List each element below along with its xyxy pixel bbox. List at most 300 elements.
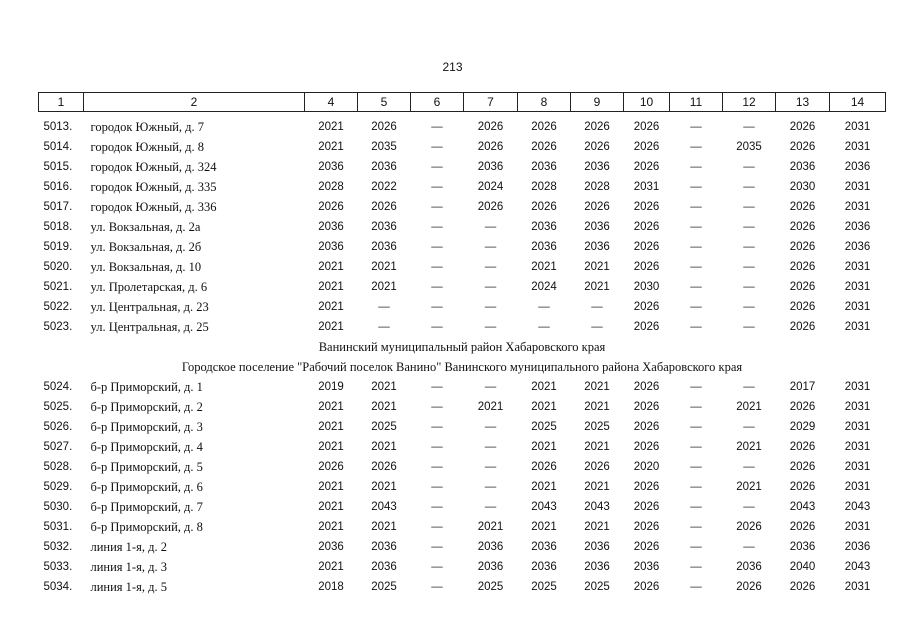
year-cell: 2026 — [584, 121, 610, 133]
year-cell: 2026 — [633, 321, 660, 333]
year-cell: — — [743, 421, 755, 433]
row-address: ул. Центральная, д. 23 — [90, 300, 209, 314]
year-cell: — — [743, 261, 755, 273]
year-cell: — — [591, 321, 603, 333]
table-row — [39, 537, 886, 557]
year-cell: 2036 — [477, 161, 504, 173]
year-cell: — — [690, 581, 702, 593]
year-cell: — — [431, 161, 443, 173]
row-number: 5029. — [43, 481, 73, 493]
table-row — [39, 157, 886, 177]
row-number: 5016. — [43, 181, 73, 193]
year-cell: 2036 — [318, 221, 344, 233]
year-cell: — — [538, 301, 550, 313]
year-cell: 2036 — [477, 541, 504, 553]
row-number: 5022. — [43, 301, 73, 313]
year-cell: 2021 — [318, 321, 344, 333]
year-cell: 2021 — [371, 281, 397, 293]
year-cell: 2021 — [318, 521, 344, 533]
year-cell: 2026 — [531, 461, 557, 473]
year-cell: — — [743, 221, 755, 233]
year-cell: 2026 — [633, 481, 660, 493]
row-number: 5013. — [43, 121, 73, 133]
table-row — [39, 217, 886, 237]
row-address: б-р Приморский, д. 3 — [90, 420, 203, 434]
year-cell: 2028 — [531, 181, 557, 193]
year-cell: 2021 — [736, 401, 762, 413]
row-address: б-р Приморский, д. 7 — [90, 500, 203, 514]
table-row — [39, 237, 886, 257]
year-cell: — — [431, 461, 443, 473]
year-cell: 2026 — [633, 201, 660, 213]
year-cell: 2036 — [789, 161, 816, 173]
year-cell: 2026 — [633, 541, 660, 553]
year-cell: 2026 — [633, 141, 660, 153]
year-cell: — — [743, 461, 755, 473]
year-cell: — — [690, 301, 702, 313]
row-number: 5015. — [43, 161, 73, 173]
year-cell: — — [690, 501, 702, 513]
year-cell: 2026 — [789, 121, 816, 133]
year-cell: — — [743, 241, 755, 253]
year-cell: — — [690, 561, 702, 573]
year-cell: 2031 — [844, 441, 871, 453]
year-cell: 2026 — [633, 161, 660, 173]
year-cell: 2036 — [844, 221, 871, 233]
table-row — [39, 437, 886, 457]
year-cell: — — [431, 421, 443, 433]
year-cell: 2043 — [844, 501, 871, 513]
year-cell: — — [690, 401, 702, 413]
year-cell: — — [743, 161, 755, 173]
row-address: ул. Вокзальная, д. 10 — [90, 260, 202, 274]
year-cell: 2025 — [371, 421, 397, 433]
year-cell: 2026 — [789, 241, 816, 253]
year-cell: 2031 — [844, 321, 871, 333]
year-cell: — — [743, 541, 755, 553]
year-cell: 2021 — [371, 481, 397, 493]
year-cell: 2021 — [371, 261, 397, 273]
year-cell: 2021 — [584, 381, 610, 393]
year-cell: 2021 — [318, 301, 344, 313]
year-cell: 2035 — [736, 141, 762, 153]
year-cell: 2036 — [584, 221, 610, 233]
page-number: 213 — [442, 60, 463, 74]
row-address: городок Южный, д. 336 — [90, 200, 217, 214]
year-cell: 2026 — [371, 121, 397, 133]
year-cell: — — [484, 421, 497, 433]
year-cell: — — [431, 301, 443, 313]
year-cell: 2021 — [318, 501, 344, 513]
year-cell: 2043 — [789, 501, 816, 513]
year-cell: 2031 — [844, 401, 871, 413]
year-cell: 2026 — [633, 241, 660, 253]
column-header: 1 — [39, 93, 84, 112]
year-cell: 2020 — [633, 461, 660, 473]
year-cell: — — [431, 581, 443, 593]
year-cell: — — [431, 141, 443, 153]
row-address: ул. Пролетарская, д. 6 — [90, 280, 208, 294]
year-cell: 2021 — [584, 441, 610, 453]
year-cell: 2036 — [584, 161, 610, 173]
year-cell: — — [484, 241, 497, 253]
year-cell: 2026 — [633, 221, 660, 233]
year-cell: — — [431, 541, 443, 553]
year-cell: 2026 — [789, 461, 816, 473]
year-cell: 2036 — [531, 241, 557, 253]
year-cell: — — [690, 121, 702, 133]
year-cell: 2036 — [584, 241, 610, 253]
year-cell: 2025 — [584, 581, 610, 593]
column-header: 2 — [84, 93, 305, 112]
year-cell: — — [690, 441, 702, 453]
year-cell: 2026 — [633, 261, 660, 273]
year-cell: — — [378, 301, 390, 313]
section-heading-row — [39, 357, 886, 377]
year-cell: 2021 — [736, 481, 762, 493]
year-cell: 2031 — [844, 201, 871, 213]
year-cell: — — [484, 501, 497, 513]
year-cell: — — [690, 541, 702, 553]
year-cell: 2025 — [584, 421, 610, 433]
row-address: б-р Приморский, д. 1 — [90, 380, 203, 394]
row-number: 5018. — [43, 221, 73, 233]
year-cell: 2028 — [584, 181, 610, 193]
year-cell: — — [484, 221, 497, 233]
year-cell: 2021 — [477, 521, 504, 533]
row-address: ул. Вокзальная, д. 2а — [90, 220, 201, 234]
year-cell: 2026 — [633, 581, 660, 593]
row-number: 5025. — [43, 401, 73, 413]
year-cell: 2021 — [736, 441, 762, 453]
row-address: линия 1-я, д. 2 — [90, 540, 167, 554]
row-address: б-р Приморский, д. 2 — [90, 400, 203, 414]
year-cell: — — [431, 521, 443, 533]
year-cell: — — [538, 321, 550, 333]
row-number: 5020. — [43, 261, 73, 273]
year-cell: 2043 — [844, 561, 871, 573]
row-number: 5027. — [43, 441, 73, 453]
year-cell: — — [690, 281, 702, 293]
section-heading: Ванинский муниципальный район Хабаровского края — [318, 340, 606, 354]
year-cell: 2026 — [789, 401, 816, 413]
year-cell: — — [484, 301, 497, 313]
table-row — [39, 297, 886, 317]
year-cell: 2031 — [844, 141, 871, 153]
year-cell: — — [431, 481, 443, 493]
year-cell: — — [431, 561, 443, 573]
year-cell: — — [431, 241, 443, 253]
column-header: 8 — [518, 93, 571, 112]
year-cell: 2031 — [844, 521, 871, 533]
year-cell: 2018 — [318, 581, 344, 593]
year-cell: 2040 — [789, 561, 816, 573]
year-cell: 2030 — [789, 181, 816, 193]
row-address: городок Южный, д. 7 — [90, 120, 205, 134]
table-body — [39, 93, 886, 598]
row-number: 5023. — [43, 321, 73, 333]
year-cell: — — [690, 181, 702, 193]
year-cell: 2026 — [789, 301, 816, 313]
year-cell: — — [484, 321, 497, 333]
row-address: городок Южный, д. 324 — [90, 160, 217, 174]
year-cell: 2026 — [789, 581, 816, 593]
year-cell: 2036 — [531, 221, 557, 233]
table-row — [39, 457, 886, 477]
year-cell: 2036 — [318, 541, 344, 553]
year-cell: 2029 — [789, 421, 816, 433]
table-row — [39, 277, 886, 297]
housing-table — [38, 92, 886, 597]
row-number: 5028. — [43, 461, 73, 473]
year-cell: 2036 — [789, 541, 816, 553]
year-cell: 2017 — [789, 381, 816, 393]
year-cell: 2036 — [531, 541, 557, 553]
column-header: 4 — [305, 93, 358, 112]
year-cell: — — [431, 121, 443, 133]
year-cell: 2026 — [371, 461, 397, 473]
row-address: линия 1-я, д. 3 — [90, 560, 167, 574]
year-cell: 2026 — [531, 141, 557, 153]
year-cell: 2036 — [633, 561, 660, 573]
year-cell: 2036 — [318, 161, 344, 173]
year-cell: 2025 — [531, 581, 557, 593]
column-header: 13 — [776, 93, 830, 112]
year-cell: 2031 — [633, 181, 660, 193]
year-cell: 2026 — [584, 141, 610, 153]
year-cell: 2021 — [531, 441, 557, 453]
year-cell: 2026 — [633, 421, 660, 433]
year-cell: 2021 — [584, 521, 610, 533]
year-cell: — — [743, 121, 755, 133]
year-cell: 2031 — [844, 301, 871, 313]
year-cell: — — [431, 381, 443, 393]
year-cell: 2026 — [633, 521, 660, 533]
year-cell: — — [431, 261, 443, 273]
year-cell: — — [690, 481, 702, 493]
year-cell: 2021 — [584, 261, 610, 273]
year-cell: 2036 — [371, 541, 397, 553]
year-cell: 2030 — [633, 281, 660, 293]
year-cell: 2031 — [844, 261, 871, 273]
year-cell: — — [743, 181, 755, 193]
year-cell: 2026 — [633, 401, 660, 413]
row-address: б-р Приморский, д. 8 — [90, 520, 203, 534]
table-row — [39, 117, 886, 137]
column-header: 11 — [670, 93, 723, 112]
year-cell: 2026 — [477, 121, 504, 133]
year-cell: 2036 — [371, 241, 397, 253]
year-cell: — — [690, 141, 702, 153]
year-cell: 2021 — [584, 401, 610, 413]
year-cell: — — [591, 301, 603, 313]
year-cell: 2026 — [789, 521, 816, 533]
row-address: ул. Вокзальная, д. 2б — [90, 240, 202, 254]
column-header: 12 — [723, 93, 776, 112]
year-cell: 2021 — [318, 121, 344, 133]
year-cell: 2021 — [584, 281, 610, 293]
table-row — [39, 557, 886, 577]
year-cell: 2026 — [318, 201, 344, 213]
year-cell: 2026 — [789, 281, 816, 293]
year-cell: 2021 — [371, 401, 397, 413]
year-cell: 2035 — [371, 141, 397, 153]
year-cell: 2026 — [736, 581, 762, 593]
row-address: б-р Приморский, д. 6 — [90, 480, 203, 494]
row-number: 5017. — [43, 201, 73, 213]
table-row — [39, 377, 886, 397]
row-address: б-р Приморский, д. 5 — [90, 460, 203, 474]
year-cell: — — [743, 301, 755, 313]
table-row — [39, 317, 886, 337]
year-cell: 2021 — [318, 421, 344, 433]
column-header: 10 — [624, 93, 670, 112]
year-cell: 2019 — [318, 381, 344, 393]
year-cell: 2031 — [844, 481, 871, 493]
year-cell: 2026 — [584, 201, 610, 213]
year-cell: — — [431, 441, 443, 453]
year-cell: 2021 — [371, 381, 397, 393]
year-cell: 2026 — [789, 201, 816, 213]
year-cell: 2026 — [477, 201, 504, 213]
year-cell: 2031 — [844, 581, 871, 593]
year-cell: — — [690, 461, 702, 473]
year-cell: 2021 — [584, 481, 610, 493]
year-cell: 2026 — [531, 201, 557, 213]
year-cell: 2031 — [844, 461, 871, 473]
year-cell: 2021 — [318, 481, 344, 493]
year-cell: — — [690, 261, 702, 273]
year-cell: 2021 — [531, 521, 557, 533]
year-cell: — — [743, 281, 755, 293]
year-cell: 2026 — [633, 501, 660, 513]
year-cell: 2043 — [371, 501, 397, 513]
section-heading-row — [39, 337, 886, 357]
row-number: 5030. — [43, 501, 73, 513]
year-cell: 2043 — [584, 501, 610, 513]
section-heading: Городское поселение "Рабочий поселок Ванино" Ванинского муниципального района Хабаровского края — [181, 360, 743, 374]
year-cell: — — [743, 501, 755, 513]
year-cell: 2036 — [844, 161, 871, 173]
year-cell: 2026 — [789, 481, 816, 493]
year-cell: 2031 — [844, 381, 871, 393]
row-address: б-р Приморский, д. 4 — [90, 440, 203, 454]
table-row — [39, 477, 886, 497]
year-cell: 2026 — [633, 121, 660, 133]
year-cell: 2031 — [844, 181, 871, 193]
year-cell: 2026 — [531, 121, 557, 133]
year-cell: — — [743, 321, 755, 333]
column-header: 14 — [830, 93, 886, 112]
year-cell: 2025 — [371, 581, 397, 593]
year-cell: 2021 — [318, 141, 344, 153]
year-cell: — — [690, 201, 702, 213]
row-number: 5031. — [43, 521, 73, 533]
year-cell: 2036 — [318, 241, 344, 253]
table-row — [39, 257, 886, 277]
year-cell: 2026 — [789, 221, 816, 233]
year-cell: 2026 — [789, 141, 816, 153]
column-header: 5 — [358, 93, 411, 112]
year-cell: — — [431, 221, 443, 233]
year-cell: 2021 — [531, 381, 557, 393]
row-number: 5014. — [43, 141, 73, 153]
year-cell: 2036 — [371, 561, 397, 573]
table-row — [39, 177, 886, 197]
year-cell: — — [431, 401, 443, 413]
column-header: 6 — [411, 93, 464, 112]
year-cell: 2026 — [371, 201, 397, 213]
year-cell: — — [484, 481, 497, 493]
year-cell: 2026 — [633, 441, 660, 453]
row-number: 5032. — [43, 541, 73, 553]
year-cell: 2031 — [844, 121, 871, 133]
year-cell: 2036 — [371, 161, 397, 173]
year-cell: 2026 — [633, 301, 660, 313]
year-cell: — — [743, 201, 755, 213]
year-cell: — — [690, 381, 702, 393]
year-cell: 2036 — [844, 241, 871, 253]
table-row — [39, 417, 886, 437]
year-cell: 2026 — [736, 521, 762, 533]
year-cell: — — [431, 281, 443, 293]
year-cell: 2026 — [477, 141, 504, 153]
year-cell: 2021 — [318, 441, 344, 453]
year-cell: 2021 — [318, 401, 344, 413]
row-number: 5024. — [43, 381, 73, 393]
year-cell: — — [690, 321, 702, 333]
year-cell: 2021 — [371, 441, 397, 453]
row-number: 5021. — [43, 281, 73, 293]
year-cell: 2036 — [371, 221, 397, 233]
row-address: городок Южный, д. 8 — [90, 140, 205, 154]
table-row — [39, 577, 886, 597]
year-cell: 2036 — [844, 541, 871, 553]
year-cell: — — [690, 221, 702, 233]
year-cell: 2036 — [531, 561, 557, 573]
year-cell: 2024 — [531, 281, 557, 293]
row-address: линия 1-я, д. 5 — [90, 580, 167, 594]
year-cell: — — [484, 281, 497, 293]
year-cell: 2026 — [318, 461, 344, 473]
year-cell: 2036 — [531, 161, 557, 173]
table-row — [39, 137, 886, 157]
table-row — [39, 497, 886, 517]
year-cell: 2026 — [789, 441, 816, 453]
year-cell: 2026 — [633, 381, 660, 393]
year-cell: 2036 — [477, 561, 504, 573]
year-cell: 2036 — [736, 561, 762, 573]
year-cell: — — [484, 381, 497, 393]
year-cell: — — [431, 321, 443, 333]
column-header: 9 — [571, 93, 624, 112]
row-number: 5026. — [43, 421, 73, 433]
year-cell: 2036 — [584, 541, 610, 553]
year-cell: 2025 — [477, 581, 504, 593]
year-cell: 2022 — [371, 181, 397, 193]
year-cell: 2031 — [844, 281, 871, 293]
year-cell: 2026 — [789, 261, 816, 273]
year-cell: — — [431, 181, 443, 193]
year-cell: 2021 — [477, 401, 504, 413]
row-address: городок Южный, д. 335 — [90, 180, 217, 194]
year-cell: 2021 — [531, 401, 557, 413]
year-cell: 2026 — [789, 321, 816, 333]
year-cell: 2021 — [318, 281, 344, 293]
row-address: ул. Центральная, д. 25 — [90, 320, 209, 334]
year-cell: 2036 — [584, 561, 610, 573]
row-number: 5034. — [43, 581, 73, 593]
